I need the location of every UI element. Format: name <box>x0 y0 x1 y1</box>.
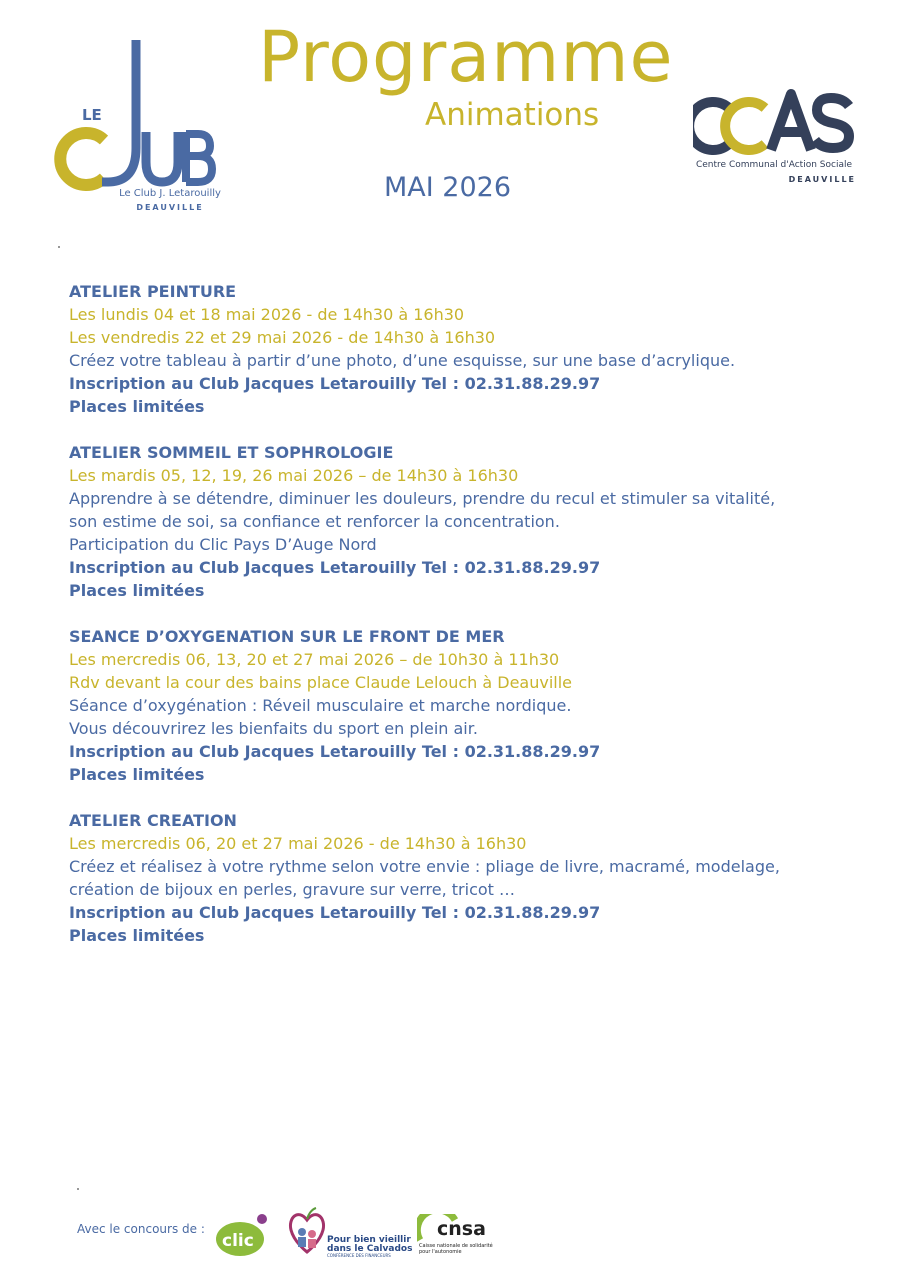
section-atelier-creation <box>69 809 859 947</box>
section-description: Apprendre à se détendre, diminuer les douleurs, prendre du recul et stimuler sa vitalité, <box>69 489 776 508</box>
pbv-line1: Pour bien vieillir <box>327 1235 411 1245</box>
section-places: Places limitées <box>69 581 205 600</box>
page-subtitle: Animations <box>425 97 600 133</box>
section-description: Créez et réalisez à votre rythme selon votre envie : pliage de livre, macramé, modelage, <box>69 857 780 876</box>
section-inscription: Inscription au Club Jacques Letarouilly Tel : 02.31.88.29.97 <box>69 558 601 577</box>
section-heading: SEANCE D’OXYGENATION SUR LE FRONT DE MER <box>69 627 505 646</box>
section-meeting-point: Rdv devant la cour des bains place Claude Lelouch à Deauville <box>69 673 573 692</box>
section-date: Les mercredis 06, 13, 20 et 27 mai 2026 – de 10h30 à 11h30 <box>69 650 560 669</box>
pbv-line2: dans le Calvados <box>327 1244 413 1254</box>
footer-concours: Avec le concours de : <box>77 1222 205 1236</box>
section-description: son estime de soi, sa confiance et renforcer la concentration. <box>69 512 560 531</box>
section-places: Places limitées <box>69 926 205 945</box>
section-description: Vous découvrirez les bienfaits du sport en plein air. <box>69 719 478 738</box>
section-heading: ATELIER SOMMEIL ET SOPHROLOGIE <box>69 443 394 462</box>
section-heading: ATELIER PEINTURE <box>69 282 237 301</box>
section-places: Places limitées <box>69 765 205 784</box>
club-caption: Le Club J. Letarouilly <box>119 188 221 199</box>
section-inscription: Inscription au Club Jacques Letarouilly Tel : 02.31.88.29.97 <box>69 903 601 922</box>
section-date: Les mercredis 06, 20 et 27 mai 2026 - de 14h30 à 16h30 <box>69 834 527 853</box>
month-label: MAI 2026 <box>384 172 512 203</box>
stray-dot <box>77 1188 79 1190</box>
stray-dot <box>58 246 60 248</box>
section-inscription: Inscription au Club Jacques Letarouilly Tel : 02.31.88.29.97 <box>69 374 601 393</box>
section-description: Participation du Clic Pays D’Auge Nord <box>69 535 377 554</box>
clic-logo <box>214 1212 270 1258</box>
section-date: Les mardis 05, 12, 19, 26 mai 2026 – de 14h30 à 16h30 <box>69 466 519 485</box>
section-places: Places limitées <box>69 397 205 416</box>
ccas-city: DEAUVILLE <box>788 175 856 184</box>
page-title: Programme <box>258 16 674 98</box>
section-date: Les lundis 04 et 18 mai 2026 - de 14h30 à 16h30 <box>69 305 465 324</box>
ccas-caption: Centre Communal d'Action Sociale <box>695 160 853 170</box>
program-list <box>69 280 859 970</box>
ccas-logo <box>693 88 855 158</box>
section-sommeil-sophrologie <box>69 441 859 602</box>
section-atelier-peinture <box>69 280 859 418</box>
section-description: création de bijoux en perles, gravure sur verre, tricot … <box>69 880 516 899</box>
section-description: Créez votre tableau à partir d’une photo, d’une esquisse, sur une base d’acrylique. <box>69 351 736 370</box>
clic-logo-text: clic <box>222 1231 254 1251</box>
pbv-line3: CONFÉRENCE DES FINANCEURS <box>327 1253 391 1258</box>
club-logo-le: LE <box>82 106 102 124</box>
section-description: Séance d’oxygénation : Réveil musculaire et marche nordique. <box>69 696 572 715</box>
cnsa-text: cnsa <box>437 1218 486 1240</box>
section-oxygenation <box>69 625 859 786</box>
section-date: Les vendredis 22 et 29 mai 2026 - de 14h30 à 16h30 <box>69 328 496 347</box>
section-inscription: Inscription au Club Jacques Letarouilly Tel : 02.31.88.29.97 <box>69 742 601 761</box>
clic-logo-graphic <box>214 1212 270 1258</box>
cnsa-subtitle: Caisse nationale de solidarité pour l'autonomie <box>419 1243 493 1255</box>
ccas-logo-graphic <box>693 88 855 158</box>
club-city: DEAUVILLE <box>136 203 204 212</box>
section-heading: ATELIER CREATION <box>69 811 237 830</box>
